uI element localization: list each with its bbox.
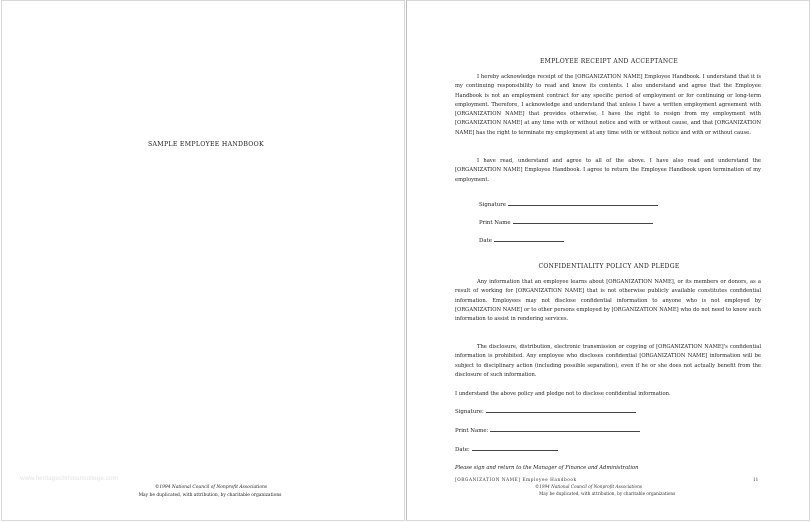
signature-label: Signature	[479, 202, 506, 208]
confidentiality-paragraph-3: I understand the above policy and pledge not to disclose confidential information.	[455, 391, 671, 397]
date-label: Date:	[455, 447, 470, 453]
copyright-line: ©1994 National Council of Nonprofit Associations	[154, 485, 268, 490]
date-line-1[interactable]	[479, 238, 564, 244]
left-page	[1, 0, 405, 521]
date-underline	[494, 241, 564, 242]
print-name-underline	[513, 223, 653, 224]
signature-label: Signature:	[455, 409, 484, 415]
signature-underline	[508, 205, 658, 206]
footer-page-number: 11	[753, 477, 759, 482]
print-name-line-1[interactable]	[479, 220, 653, 226]
date-label: Date	[479, 238, 492, 244]
print-name-line-2[interactable]	[455, 428, 640, 434]
right-page	[406, 0, 810, 521]
receipt-paragraph-2: I have read, understand and agree to all of the above. I have also read and understand the [ORGANIZATION NAME] Employee Handbook. I agree to return the Employee Handbook upon termination of my employment.	[455, 158, 761, 183]
footer-copyright: ©1994 National Council of Nonprofit Associations	[535, 484, 642, 489]
print-name-underline	[490, 431, 640, 432]
signature-line-1[interactable]	[479, 202, 658, 208]
footer-duplication-note: May be duplicated, with attribution, by charitable organizations	[539, 491, 676, 496]
print-name-label: Print Name:	[455, 428, 489, 434]
receipt-paragraph-1: I hereby acknowledge receipt of the [ORGANIZATION NAME] Employee Handbook. I understand that it is my continuing responsibility to read and know its contents. I also understand and agree that the Employee Handbook is not an employment contract for any specific period of employment or for continuing or long-term employment. Therefore, I acknowledge and understand that unless I have a written employment agreement with [ORGANIZATION NAME] that provides otherwise, I have the right to resign from my employment with [ORGANIZATION NAME] at any time with or without notice and with or without cause, and that [ORGANIZATION NAME] has the right to terminate my employment at any time with or without notice and with or without cause.	[455, 74, 761, 136]
date-line-2[interactable]	[455, 447, 558, 453]
footer-handbook-name: [ORGANIZATION NAME] Employee Handbook	[455, 477, 577, 482]
duplication-note: May be duplicated, with attribution, by charitable organizations	[138, 493, 282, 498]
return-note: Please sign and return to the Manager of Finance and Administration	[455, 465, 639, 471]
receipt-title: EMPLOYEE RECEIPT AND ACCEPTANCE	[539, 58, 679, 65]
confidentiality-title: CONFIDENTIALITY POLICY AND PLEDGE	[538, 263, 680, 270]
confidentiality-paragraph-2: The disclosure, distribution, electronic transmission or copying of [ORGANIZATION NAME]'s confidential information is prohibited. Any employee who discloses confidential [ORGANIZATION NAME] information will be subject to disciplinary action (including possible separation), even if he or she does not actually benefit from the disclosure of such information.	[455, 344, 761, 378]
signature-underline	[486, 412, 636, 413]
signature-line-2[interactable]	[455, 409, 636, 415]
watermark-text: www.heritagechristiancollege.com	[20, 475, 118, 482]
date-underline	[472, 450, 558, 451]
handbook-title: SAMPLE EMPLOYEE HANDBOOK	[148, 141, 264, 148]
confidentiality-paragraph-1: Any information that an employee learns about [ORGANIZATION NAME], or its members or donors, as a result of working for [ORGANIZATION NAME] that is not otherwise publicly available constitutes confidential information. Employees may not disclose confidential information to anyone who is not employed by [ORGANIZATION NAME] or to other persons employed by [ORGANIZATION NAME] who do not need to know such information to assist in rendering services.	[455, 279, 761, 323]
print-name-label: Print Name	[479, 220, 511, 226]
